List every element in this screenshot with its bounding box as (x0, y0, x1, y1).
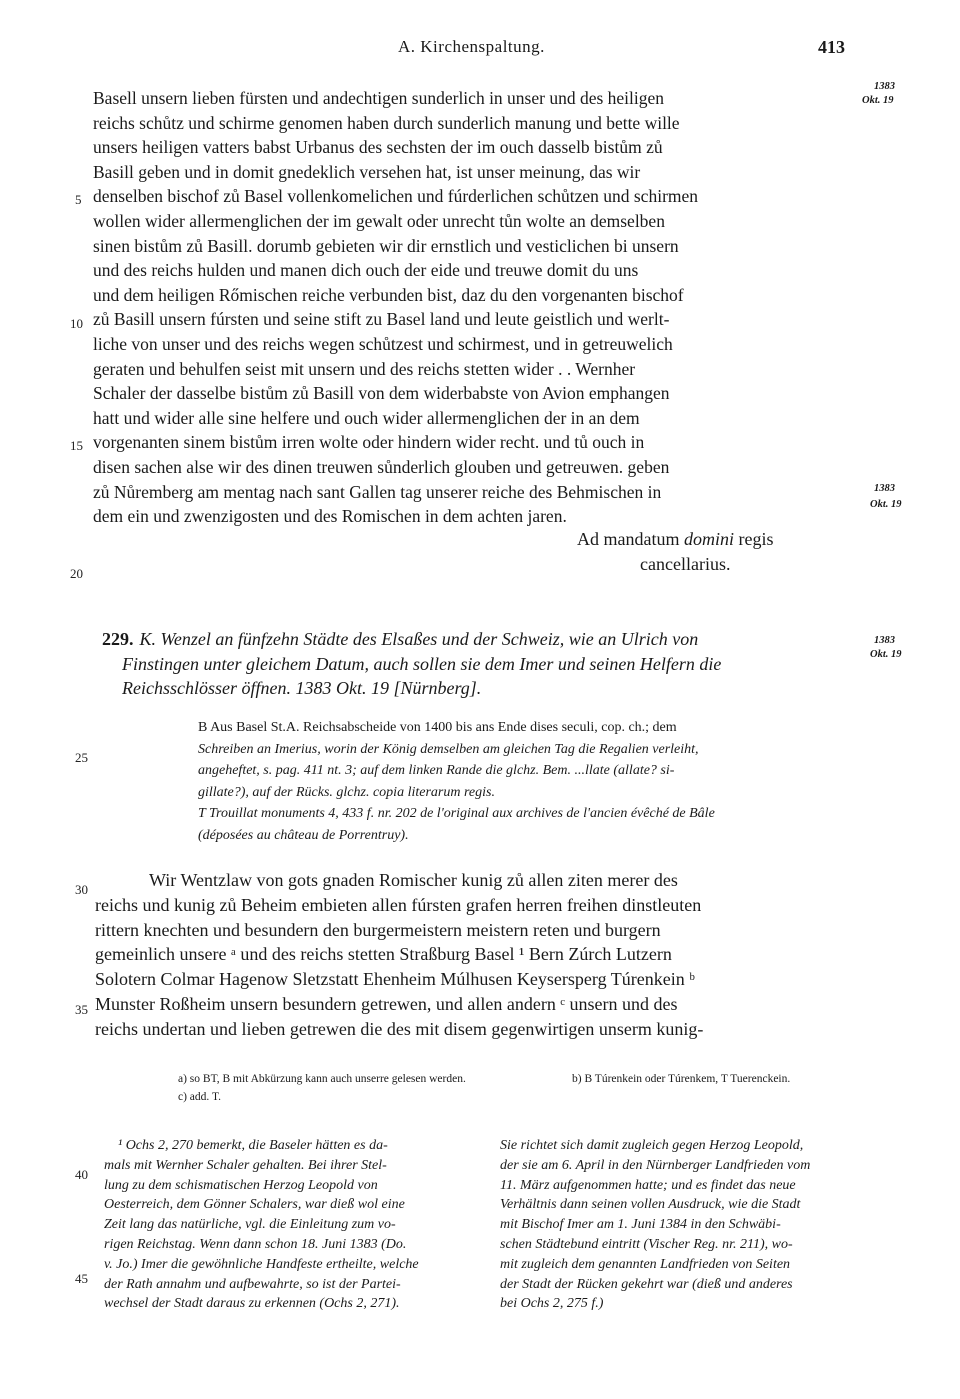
line-number: 20 (70, 566, 83, 581)
document-heading: 229. K. Wenzel an fünfzehn Städte des Elsaßes und der Schweiz, wie an Ulrich von Finstingen unter gleichem Datum, auch sollen sie dem Imer und seinen Helfern die Reichsschlösser öffnen. 1383 Okt. 19 [Nürnberg]. (102, 629, 722, 699)
signature-cancellarius: cancellarius. (640, 554, 731, 574)
apparatus-b: b) B Túrenkein oder Túrenkem, T Tuerenckein. (572, 1073, 791, 1085)
margin-date: 1383 Okt. 19 (862, 81, 895, 106)
document-number: 229. (102, 629, 134, 649)
signature-line: Ad mandatum domini regis (577, 529, 774, 549)
document-text: Wir Wentzlaw von gots gnaden Romischer kunig zů allen ziten merer des reichs und kunig zů Beheim embieten allen fúrsten grafen herren freihen dinstleuten rittern knechten und besundern den burgermeistern meistern reten und burgern gemeinlich unsere ᵃ und des reichs stetten Straßburg Basel ¹ Bern Zúrch Lutzern Solotern Colmar Hagenow Sletzstatt Ehenheim Múlhusen Keysersperg Túrenkein ᵇ Munster Roßheim unsern besundern getrewen, und allen andern ᶜ unsern und des reichs undertan und lieben getrewen die des mit disem gegenwirtigen unserm kunig- (95, 870, 704, 1039)
line-number: 30 (75, 882, 88, 897)
running-title: A. Kirchenspaltung. (398, 37, 545, 56)
line-number: 25 (75, 750, 88, 765)
source-notes: B Aus Basel St.A. Reichsabscheide von 1400 bis ans Ende dises seculi, cop. ch.; dem Schreiben an Imerius, worin der König demselben am gleichen Tag die Regalien verleiht, angeheftet, s. pag. 411 nt. 3; auf dem linken Rande die glchz. Bem. ...llate (allate? si- gillate?), auf der Rücks. glchz. copia literarum regis. T Trouillat monuments 4, 433 f. nr. 202 de l'original aux archives de l'ancien évêché de Bâle (déposées au château de Porrentruy). (198, 720, 715, 843)
top-text-block: Basell unsern lieben fürsten und andechtigen sunderlich in unser und des heiligen reichs schůtz und schirme genomen haben durch sunderlich manung und bette wille unsers heiligen vatters babst Urbanus des sechsten der im ouch dasselb bistům zů Basill geben und in domit gnedeklich versehen hat, ist unser meinung, das wir denselben bischof zů Basel vollenkomelichen und fúrderlichen schůtzen und schirmen wollen wider allermenglichen der im gewalt oder unrecht tůn wolte an demselben sinen bistům zů Basill. dorumb gebieten wir dir ernstlich und vesticlichen bi unsern und des reichs hulden und manen dich ouch der eide und treuwe domit du uns und dem heiligen Rőmischen reiche verbunden bist, daz du den vorgenanten bischof zů Basill unsern fúrsten und seine stift zu Basel land und leute geistlich und werlt- liche von unser und des reichs wegen schůtzest und schirmest, und in getreuwelich geraten und behulfen seist mit unsern und des reichs stetten wider . . Wernher Schaler der dasselbe bistům zů Basill von dem widerbabste von Avion emphangen hatt und wider alle sine helfere und ouch wider allermenglichen der in an dem vorgenanten sinem bistům irren wolte oder hindern wider recht. und tů ouch in disen sachen alse wir des dinen treuwen sůnderlich glouben und getreuwen. geben zů Nůremberg am mentag nach sant Gallen tag unserer reiche des Behmischen in dem ein und zwenzigosten und des Romischen in dem achten jaren. (93, 88, 699, 527)
line-number: 10 (70, 316, 83, 331)
line-number: 5 (75, 192, 82, 207)
line-number: 35 (75, 1002, 88, 1017)
footnote-left: ¹ Ochs 2, 270 bemerkt, die Baseler hätten es da- mals mit Wernher Schaler gehalten. Bei ihrer Stel- lung zu dem schismatischen Herzog Leopold von Oesterreich, dem Gönner Schalers, war dieß wol eine Zeit lang das natürliche, vgl. die Einleitung zum vo- rigen Reichstag. Wenn dann schon 18. Juni 1383 (Do. v. Jo.) Imer die gewöhnliche Handfeste ertheilte, welche der Rath annahm und aufbewahrte, so ist der Partei- wechsel der Stadt daraus zu erkennen (Ochs 2, 271). (104, 1138, 419, 1312)
footnote-right: Sie richtet sich damit zugleich gegen Herzog Leopold, der sie am 6. April in den Nürnberger Landfrieden vom 11. März aufgenommen hatte; und es findet das neue Verhältnis dann seinen vollen Ausdruck, wie die Stadt mit Bischof Imer am 1. Juni 1384 in den Schwäbi- schen Städtebund eintritt (Vischer Reg. nr. 211), wo- mit zugleich dem genannten Landfrieden von Seiten der Stadt der Rücken gekehrt war (dieß und anderes bei Ochs 2, 275 f.) (500, 1138, 811, 1312)
line-number: 15 (70, 438, 83, 453)
margin-date: 1383 Okt. 19 (870, 483, 902, 510)
apparatus-a: a) so BT, B mit Abkürzung kann auch unserre gelesen werden. (178, 1073, 466, 1085)
line-number: 40 (75, 1167, 88, 1182)
page-number: 413 (818, 37, 845, 57)
line-number: 45 (75, 1271, 88, 1286)
margin-date: 1383 Okt. 19 (870, 635, 902, 660)
apparatus-c: c) add. T. (178, 1091, 222, 1103)
